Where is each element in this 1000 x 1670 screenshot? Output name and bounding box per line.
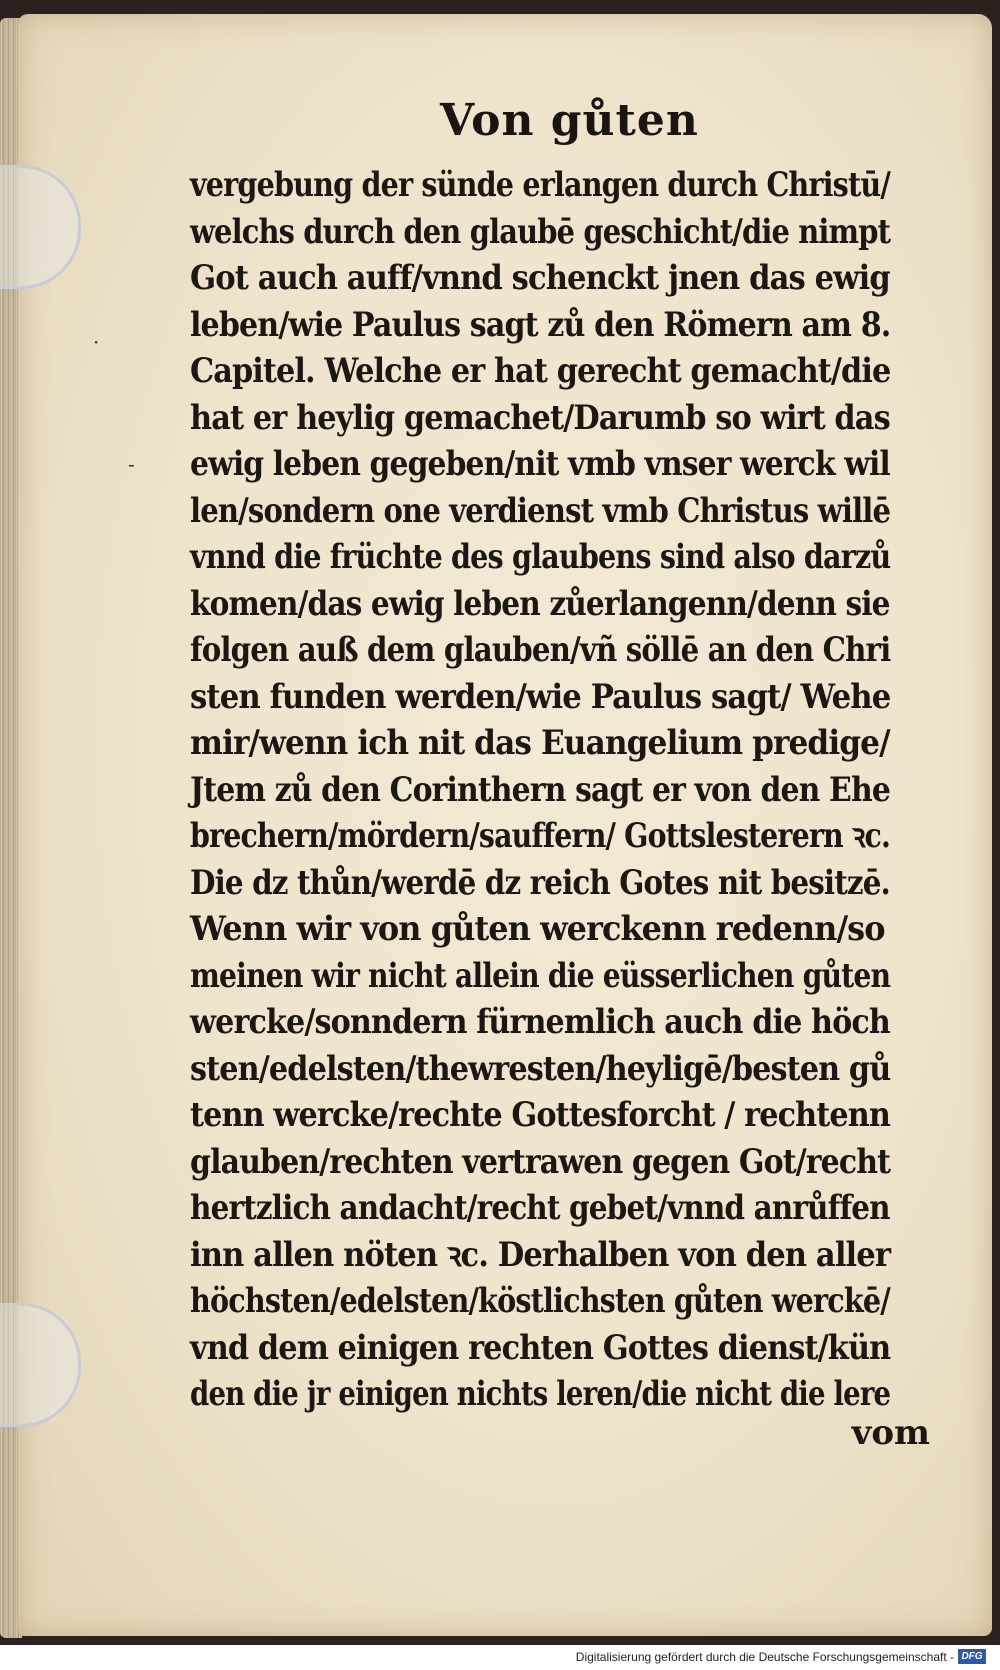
catchword: vom (851, 1413, 930, 1453)
text-line: leben/wie Paulus sagt zů den Römern am 8. (190, 304, 891, 345)
text-line: glauben/rechten vertrawen gegen Got/recht (190, 1141, 891, 1182)
text-line: ewig leben gegeben/nit vmb vnser werck wil (190, 444, 890, 484)
text-line: meinen wir nicht allein die eüsserlichen gůten (190, 955, 891, 996)
margin-mark: · (93, 330, 100, 354)
text-line: hat er heylig gemachet/Darumb so wirt das (190, 397, 890, 438)
text-line: hertzlich andacht/recht gebet/vnnd anrůffen (190, 1188, 890, 1228)
text-line: komen/das ewig leben zůerlangenn/denn sie (190, 583, 890, 624)
dfg-logo: DFG (958, 1649, 986, 1664)
text-line: folgen auß dem glauben/vñ söllē an den Chri (190, 630, 891, 670)
text-line: len/sondern one verdienst vmb Christus willē (190, 490, 891, 531)
digitization-footer (0, 1645, 1000, 1670)
text-line: inn allen nöten ꝛc. Derhalben von den aller (190, 1234, 891, 1275)
text-line: Wenn wir von gůten werckenn redenn/so (190, 909, 885, 949)
text-line: sten funden werden/wie Paulus sagt/ Wehe (190, 676, 891, 717)
text-line: Jtem zů den Corinthern sagt er von den Ehe (190, 769, 890, 810)
body-text (190, 162, 935, 1418)
text-line: Capitel. Welche er hat gerecht gemacht/die (190, 351, 891, 391)
text-line: vergebung der sünde erlangen durch Christū/ (190, 165, 890, 205)
text-line: Got auch auff/vnnd schenckt jnen das ewig (190, 258, 890, 298)
text-line: brechern/mördern/sauffern/ Gottslesterern ꝛc. (190, 816, 891, 856)
text-line: welchs durch den glaubē geschicht/die nimpt (190, 211, 891, 252)
text-line: Die dz thůn/werdē dz reich Gotes nit besitzē. (190, 862, 890, 903)
text-line: vnd dem einigen rechten Gottes dienst/kün (190, 1327, 891, 1368)
text-line: höchsten/edelsten/köstlichsten gůten werckē/ (190, 1281, 890, 1321)
text-line: wercke/sonndern fürnemlich auch die höch (190, 1002, 890, 1042)
text-line: mir/wenn ich nit das Euangelium predige/ (190, 723, 890, 763)
margin-mark: - (128, 452, 135, 476)
text-line: tenn wercke/rechte Gottesforcht / rechtenn (190, 1095, 890, 1135)
running-header: Von gůten (440, 95, 699, 146)
footer-credit: Digitalisierung gefördert durch die Deutsche Forschungsgemeinschaft - (575, 1650, 954, 1664)
text-line: sten/edelsten/thewresten/heyligē/besten gů (190, 1048, 891, 1089)
text-line: vnnd die früchte des glaubens sind also darzů (190, 537, 891, 577)
text-line: den die jr einigen nichts leren/die nicht die lere (190, 1374, 891, 1414)
